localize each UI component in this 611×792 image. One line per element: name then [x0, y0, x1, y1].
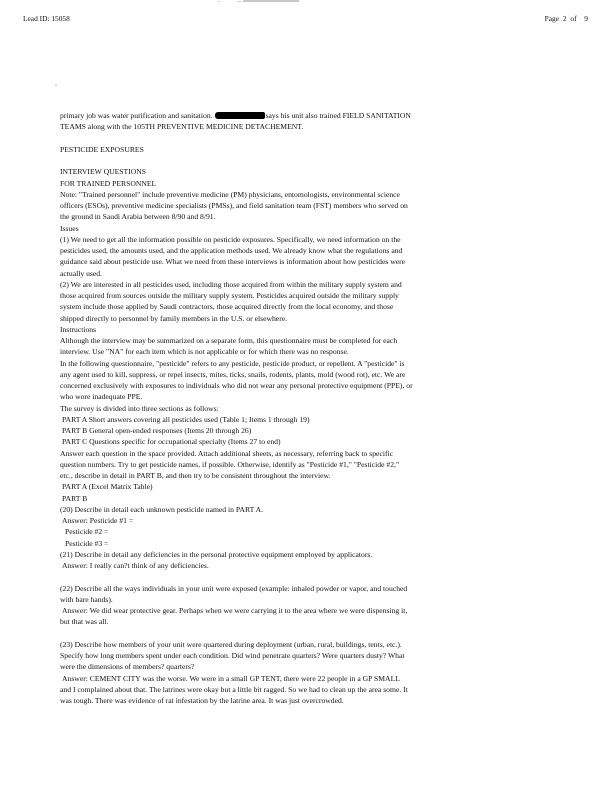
instructions-line: any agent used to kill, suppress, or repel insects, mites, ticks, snails, rodents, plants, mold (wood rot), etc. We are	[60, 369, 406, 379]
instructions-line: In the following questionnaire, "pesticide" refers to any pesticide, pesticide product, or repellent. A "pesticide" is	[60, 358, 405, 368]
answer-instructions-line: Answer each question in the space provided. Attach additional sheets, as necessary, referring back to specific	[60, 448, 394, 458]
question-22-line: with bare hands).	[60, 594, 113, 604]
answer-22-line: but that was all.	[60, 617, 109, 627]
scan-artifact	[243, 0, 299, 2]
page-total: 9	[584, 14, 588, 23]
issue-2-line: (2) We are interested in all pesticides used, including those acquired from within the military supply system and	[60, 279, 402, 289]
instructions-line: Although the interview may be summarized on a separate form, this questionnaire must be completed for each	[60, 336, 398, 345]
answer-instructions-line: question numbers. Try to get pesticide names, if possible. Otherwise, identify as "Pesticide #1," "Pesticide #2,"	[60, 459, 400, 469]
question-21: (21) Describe in detail any deficiencies in the personal protective equipment employed by applicators.	[60, 549, 373, 559]
issues-label: Issues	[60, 223, 79, 233]
answer-21: Answer: I really can?t think of any deficiencies.	[62, 561, 209, 570]
interview-title: INTERVIEW QUESTIONS	[60, 167, 147, 177]
page-header	[23, 14, 588, 26]
issue-1-line: guidance said about pesticide use. What we need from these interviews is information about how pesticides were	[60, 257, 406, 267]
answer-20-line: Pesticide #3 =	[65, 538, 109, 548]
part-a-label: PART A (Excel Matrix Table)	[62, 482, 153, 492]
question-23-line: Specify how long members spent under each condition. Did wind penetrate quarters? Were quarters dusty? What	[60, 651, 405, 660]
page-indicator	[545, 14, 588, 23]
answer-22-line: Answer: We did wear protective gear. Perhaps when we were carrying it to the area where we were dispensing it,	[62, 606, 408, 615]
page-number: 2	[562, 14, 567, 23]
answer-20-line: Answer: Pesticide #1 =	[62, 516, 134, 525]
intro-text: says his unit also trained FIELD SANITATION	[265, 111, 411, 120]
instructions-line: concerned exclusively with exposures to individuals who did not wear any personal protective equipment (PPE), or	[60, 381, 413, 390]
answer-23-line: and I complained about that. The latrines were okay but a little bit ragged. So we had to clean up the area some. It	[60, 684, 408, 694]
instructions-line: who wore inadequate PPE.	[60, 392, 143, 402]
answer-20-line: Pesticide #2 =	[65, 527, 109, 537]
of-label: of	[570, 14, 577, 23]
question-22-line: (22) Describe all the ways individuals in your unit were exposed (example: inhaled powder or vapor, and touched	[60, 583, 408, 593]
part-b-label: PART B	[62, 493, 88, 503]
answer-23-line: was tough. There was evidence of rat infestation by the latrine area. It was just overcrowded.	[60, 696, 344, 705]
scan-artifact	[218, 1, 220, 2]
answer-instructions-line: etc., describe in detail in PART B, and then try to be consistent throughout the interview.	[60, 471, 331, 480]
note-line: the ground in Saudi Arabia between 8/90 and 8/91.	[60, 212, 216, 222]
lead-id: Lead ID: 15058	[23, 14, 70, 23]
answer-23-line: Answer: CEMENT CITY was the worse. We were in a small GP TENT, there were 22 people in a GP SMALL	[62, 673, 400, 683]
note-line: officers (ESOs), preventive medicine specialists (PMSs), and field sanitation team (FST) members who served on	[60, 201, 408, 210]
question-23-line: were the dimensions of members? quarters?	[60, 662, 195, 672]
section-title: PESTICIDE EXPOSURES	[60, 144, 144, 154]
scan-artifact	[55, 84, 57, 86]
question-20: (20) Describe in detail each unknown pesticide named in PART A.	[60, 504, 264, 514]
instructions-label: Instructions	[60, 324, 97, 334]
part-description: PART A Short answers covering all pesticides used (Table 1; Items 1 through 19)	[62, 414, 310, 424]
issue-1-line: (1) We need to get all the information possible on pesticide exposures. Specifically, we need information on the	[60, 234, 401, 244]
part-description: PART C Questions specific for occupational specialty (Items 27 to end)	[62, 437, 281, 447]
redaction-box	[215, 112, 265, 119]
issue-2-line: shipped directly to personnel by family members in the U.S. or elsewhere.	[60, 313, 288, 323]
interview-subtitle: FOR TRAINED PERSONNEL	[60, 178, 157, 188]
intro-line	[60, 110, 560, 121]
intro-line: TEAMS along with the 105TH PREVENTIVE MEDICINE DETACHEMENT.	[60, 122, 304, 132]
scan-artifact	[237, 1, 241, 2]
issue-1-line: actually used.	[60, 268, 103, 278]
page-label: Page	[544, 14, 559, 23]
document-body	[60, 110, 560, 706]
issue-2-line: system include those applied by Saudi contractors, those acquired directly from the local economy, and those	[60, 302, 394, 312]
issue-2-line: those acquired from sources outside the military supply system. Pesticides acquired outside the military supply	[60, 291, 399, 300]
part-description: PART B General open-ended responses (Items 20 through 26)	[62, 426, 252, 435]
question-23-line: (23) Describe how members of your unit were quartered during deployment (urban, rural, buildings, tents, etc.).	[60, 639, 402, 649]
instructions-line: interview. Use "NA" for each item which is not applicable or for which there was no response.	[60, 347, 349, 357]
issue-1-line: pesticides used, the amounts used, and the application methods used. We already know what the regulations and	[60, 246, 403, 255]
note-line: Note: "Trained personnel" include preventive medicine (PM) physicians, entomologists, environmental science	[60, 189, 400, 199]
intro-text: primary job was water purification and sanitation.	[60, 111, 213, 120]
instructions-line: The survey is divided into three sections as follows:	[60, 403, 219, 413]
